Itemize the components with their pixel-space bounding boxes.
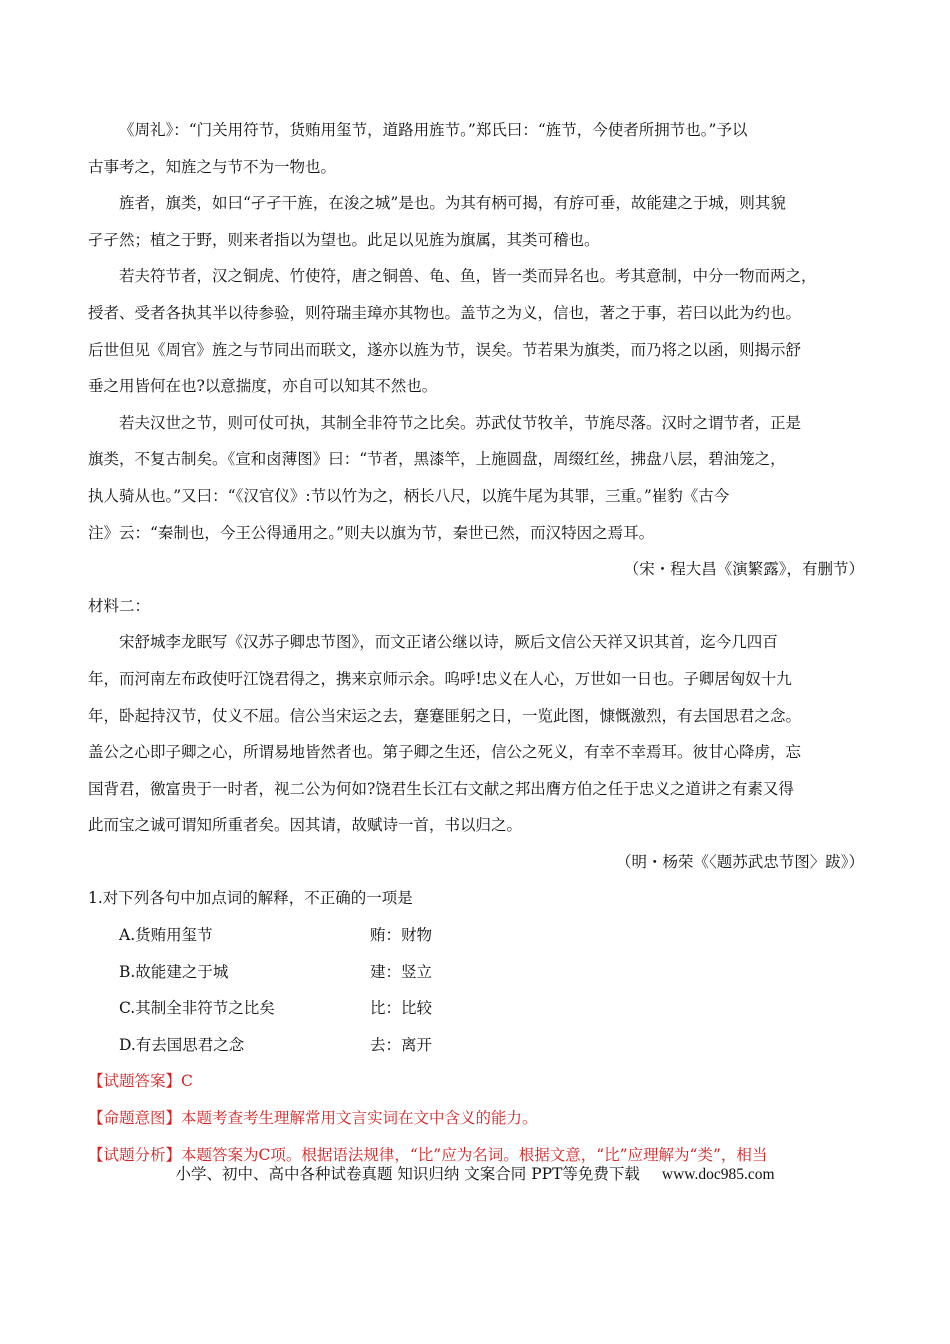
footer-website[interactable]: www.doc985.com [661,1166,775,1183]
paragraph-line: 《周礼》：“门关用符节，货贿用玺节，道路用旌节。”郑氏曰：“旌节，今使者所拥节也。”予以 [119,121,748,139]
source-citation: （明・杨荣《〈题苏武忠节图〉跋》） [615,852,864,871]
paragraph-line: 年，卧起持汉节，仗义不屈。信公当宋运之去，蹇蹇匪躬之日，一览此图，慷慨激烈，有去国思君之念。 [88,706,802,725]
option-gloss: 贿：财物 [370,926,433,945]
section-heading: 材料二： [88,596,151,615]
paragraph-line: 旌者，旗类，如曰“孑孑干旌，在浚之城”是也。为其有柄可揭，有斿可垂，故能建之于城，则其貌 [119,194,786,213]
option-a [88,917,864,954]
page-footer [0,1162,950,1184]
paragraph-line: 宋舒城李龙眠写《汉苏子卿忠节图》，而文正诸公继以诗，厥后文信公天祥又识其首，迄今几四百 [119,633,778,652]
paragraph-line: 若夫汉世之节，则可仗可执，其制全非符节之比矣。苏武仗节牧羊，节旄尽落。汉时之谓节者，正是 [119,413,802,432]
option-sentence: D.有去国思君之念 [119,1035,245,1054]
document-content [88,112,864,1173]
question-stem: 1.对下列各句中加点词的解释，不正确的一项是 [88,889,413,908]
option-sentence: C.其制全非符节之比矣 [119,999,275,1018]
footer-text: 小学、初中、高中各种试卷真题 知识归纳 文案合同 PPT等免费下载 [175,1165,640,1183]
paragraph-line: 执人骑从也。”又曰：“《汉官仪》:节以竹为之，柄长八尺，以旄牛尾为其罪，三重。”崔豹《古今 [88,486,730,505]
option-d [88,1027,864,1064]
paragraph-line: 注》云：“秦制也，今王公得通用之。”则夫以旗为节，秦世已然，而汉特因之焉耳。 [88,523,655,542]
option-c [88,990,864,1027]
paragraph-line: 古事考之，知旌之与节不为一物也。 [88,157,337,176]
option-b [88,954,864,991]
option-gloss: 去：离开 [370,1035,433,1054]
analysis-line: 【试题分析】本题答案为C项。根据语法规律，“比”应为名词。根据文意，“比”应理解为“类”，相当 [88,1145,768,1164]
paragraph-line: 若夫符节者，汉之铜虎、竹使符，唐之铜兽、龟、鱼，皆一类而异名也。考其意制，中分一物而两之， [119,267,817,286]
paragraph-line: 年，而河南左布政使吁江饶君得之，携来京师示余。呜呼!忠义在人心，万世如一日也。子卿居匈奴十九 [88,669,792,688]
source-citation: （宋・程大昌《演繁露》，有删节） [623,560,864,579]
paragraph-line: 旗类，不复古制矣。《宣和卤薄图》曰：“节者，黑漆竿，上施圆盘，周缀红丝，拂盘八层，碧油笼之， [88,450,786,469]
answer-line: 【试题答案】C [88,1072,193,1091]
answer-block [88,1063,864,1173]
paragraph-line: 后世但见《周官》旌之与节同出而联文，遂亦以旌为节，误矣。节若果为旗类，而乃将之以函，则揭示舒 [88,340,802,359]
paragraph-line: 国背君，徼富贵于一时者，视二公为何如?饶君生长江右文献之邦出膺方伯之任于忠义之道讲之有素又得 [88,779,794,798]
paragraph-line: 盖公之心即子卿之心，所谓易地皆然者也。第子卿之生还，信公之死义，有幸不幸焉耳。彼甘心降虏，忘 [88,743,802,762]
option-sentence: B.故能建之于城 [119,962,229,981]
paragraph-line: 孑孑然；植之于野，则来者指以为望也。此足以见旌为旗属，其类可稽也。 [88,230,600,249]
passage-two [88,588,864,881]
option-gloss: 比：比较 [370,999,433,1018]
option-sentence: A.货贿用玺节 [119,926,213,945]
passage-one [88,112,864,588]
paragraph-line: 此而宝之诚可谓知所重者矣。因其请，故赋诗一首，书以归之。 [88,816,523,835]
paragraph-line: 授者、受者各执其半以待参验，则符瑞圭璋亦其物也。盖节之为义，信也，著之于事，若曰以此为约也。 [88,303,802,322]
option-gloss: 建：竖立 [370,962,433,981]
intent-line: 【命题意图】本题考查考生理解常用文言实词在文中含义的能力。 [88,1109,538,1128]
paragraph-line: 垂之用皆何在也?以意揣度，亦自可以知其不然也。 [88,377,438,396]
question-block [88,880,864,1063]
